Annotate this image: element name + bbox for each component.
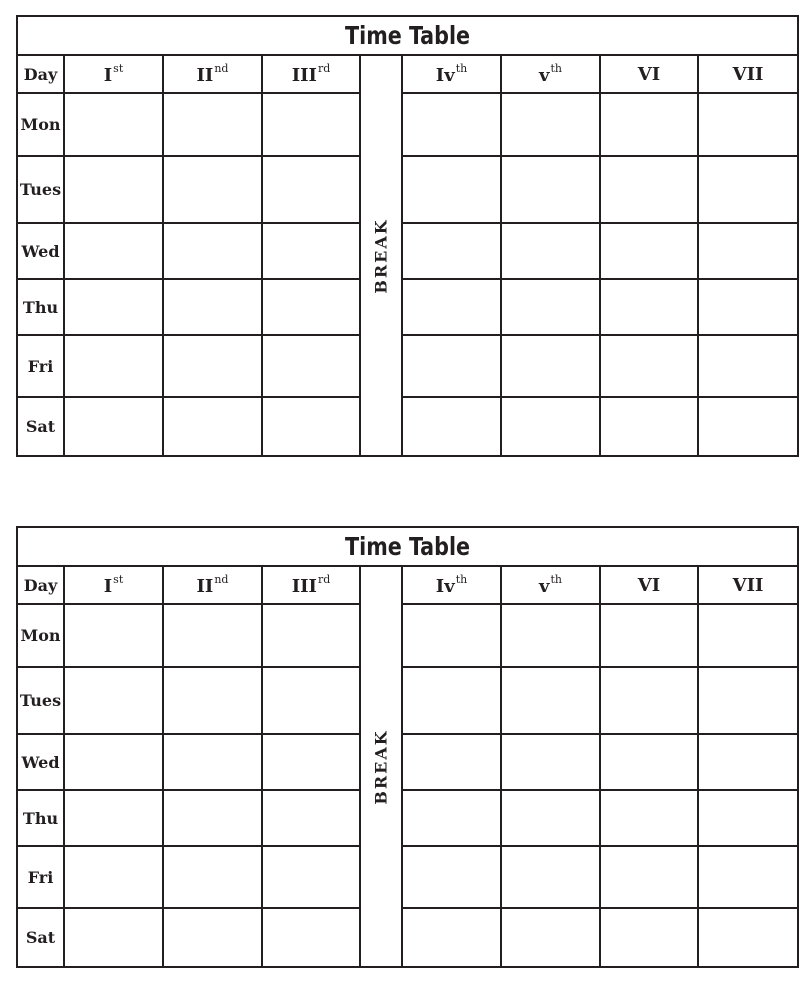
- slot-cell[interactable]: [698, 846, 798, 908]
- slot-cell[interactable]: [600, 279, 698, 335]
- day-label: Wed: [17, 734, 64, 790]
- slot-cell[interactable]: [163, 156, 262, 223]
- slot-cell[interactable]: [64, 734, 163, 790]
- day-label: Sat: [17, 908, 64, 967]
- slot-cell[interactable]: [262, 734, 360, 790]
- slot-cell[interactable]: [501, 335, 600, 397]
- table-row: [17, 734, 798, 790]
- table-row: [17, 604, 798, 667]
- break-column: [360, 55, 402, 456]
- slot-cell[interactable]: [402, 790, 501, 846]
- slot-cell[interactable]: [262, 908, 360, 967]
- slot-cell[interactable]: [698, 156, 798, 223]
- slot-cell[interactable]: [163, 397, 262, 456]
- table-row: [17, 908, 798, 967]
- slot-cell[interactable]: [163, 93, 262, 156]
- period-header-5: $v^{th}$: [501, 566, 600, 604]
- slot-cell[interactable]: [262, 397, 360, 456]
- slot-cell[interactable]: [402, 846, 501, 908]
- slot-cell[interactable]: [698, 93, 798, 156]
- table-row: [17, 667, 798, 734]
- slot-cell[interactable]: [262, 223, 360, 279]
- slot-cell[interactable]: [64, 279, 163, 335]
- slot-cell[interactable]: [600, 790, 698, 846]
- table-row: [17, 335, 798, 397]
- day-label: Tues: [17, 156, 64, 223]
- slot-cell[interactable]: [600, 908, 698, 967]
- slot-cell[interactable]: [600, 397, 698, 456]
- slot-cell[interactable]: [64, 397, 163, 456]
- day-label: Tues: [17, 667, 64, 734]
- day-column-header: Day: [17, 566, 64, 604]
- slot-cell[interactable]: [698, 397, 798, 456]
- slot-cell[interactable]: [501, 908, 600, 967]
- slot-cell[interactable]: [262, 279, 360, 335]
- slot-cell[interactable]: [64, 156, 163, 223]
- slot-cell[interactable]: [402, 279, 501, 335]
- period-header-6: VI: [600, 566, 698, 604]
- slot-cell[interactable]: [402, 908, 501, 967]
- day-label: Thu: [17, 279, 64, 335]
- break-column: [360, 566, 402, 967]
- day-label: Sat: [17, 397, 64, 456]
- table-row: [17, 846, 798, 908]
- slot-cell[interactable]: [501, 223, 600, 279]
- slot-cell[interactable]: [501, 93, 600, 156]
- slot-cell[interactable]: [402, 93, 501, 156]
- slot-cell[interactable]: [262, 93, 360, 156]
- table-row: [17, 93, 798, 156]
- slot-cell[interactable]: [64, 604, 163, 667]
- slot-cell[interactable]: [600, 604, 698, 667]
- slot-cell[interactable]: [600, 667, 698, 734]
- slot-cell[interactable]: [600, 335, 698, 397]
- slot-cell[interactable]: [501, 397, 600, 456]
- slot-cell[interactable]: [600, 223, 698, 279]
- slot-cell[interactable]: [262, 156, 360, 223]
- slot-cell[interactable]: [402, 604, 501, 667]
- period-header-7: VII: [698, 55, 798, 93]
- timetable-title: Time Table: [48, 527, 767, 566]
- break-label: BREAK: [371, 728, 391, 805]
- period-header-2: IInd: [163, 55, 262, 93]
- slot-cell[interactable]: [402, 734, 501, 790]
- slot-cell[interactable]: [600, 734, 698, 790]
- table-row: [17, 279, 798, 335]
- slot-cell[interactable]: [698, 604, 798, 667]
- slot-cell[interactable]: [262, 846, 360, 908]
- slot-cell[interactable]: [262, 790, 360, 846]
- table-row: [17, 156, 798, 223]
- day-label: Wed: [17, 223, 64, 279]
- slot-cell[interactable]: [402, 223, 501, 279]
- day-label: Mon: [17, 93, 64, 156]
- slot-cell[interactable]: [64, 908, 163, 967]
- day-label: Thu: [17, 790, 64, 846]
- slot-cell[interactable]: [163, 279, 262, 335]
- slot-cell[interactable]: [402, 667, 501, 734]
- period-header-3: IIIrd: [262, 55, 360, 93]
- timetable-2: [16, 526, 799, 968]
- slot-cell[interactable]: [262, 335, 360, 397]
- slot-cell[interactable]: [698, 223, 798, 279]
- slot-cell[interactable]: [600, 846, 698, 908]
- slot-cell[interactable]: [64, 335, 163, 397]
- slot-cell[interactable]: [163, 667, 262, 734]
- slot-cell[interactable]: [163, 734, 262, 790]
- table-row: [17, 223, 798, 279]
- day-label: Fri: [17, 335, 64, 397]
- table-row: [17, 397, 798, 456]
- slot-cell[interactable]: [64, 790, 163, 846]
- slot-cell[interactable]: [501, 604, 600, 667]
- slot-cell[interactable]: [501, 846, 600, 908]
- slot-cell[interactable]: [501, 667, 600, 734]
- slot-cell[interactable]: [501, 156, 600, 223]
- slot-cell[interactable]: [262, 604, 360, 667]
- day-label: Mon: [17, 604, 64, 667]
- slot-cell[interactable]: [698, 908, 798, 967]
- slot-cell[interactable]: [402, 156, 501, 223]
- slot-cell[interactable]: [64, 846, 163, 908]
- slot-cell[interactable]: [698, 335, 798, 397]
- slot-cell[interactable]: [402, 397, 501, 456]
- slot-cell[interactable]: [163, 790, 262, 846]
- slot-cell[interactable]: [698, 734, 798, 790]
- slot-cell[interactable]: [64, 93, 163, 156]
- slot-cell[interactable]: [402, 335, 501, 397]
- day-column-header: Day: [17, 55, 64, 93]
- timetable-1: [16, 15, 799, 457]
- timetable-title: Time Table: [48, 16, 767, 55]
- period-header-2: IInd: [163, 566, 262, 604]
- slot-cell[interactable]: [163, 223, 262, 279]
- slot-cell[interactable]: [163, 335, 262, 397]
- day-label: Fri: [17, 846, 64, 908]
- period-header-1: Ist: [64, 566, 163, 604]
- slot-cell[interactable]: [262, 667, 360, 734]
- slot-cell[interactable]: [698, 279, 798, 335]
- period-header-1: Ist: [64, 55, 163, 93]
- slot-cell[interactable]: [600, 93, 698, 156]
- slot-cell[interactable]: [600, 156, 698, 223]
- slot-cell[interactable]: [698, 790, 798, 846]
- slot-cell[interactable]: [501, 790, 600, 846]
- slot-cell[interactable]: [698, 667, 798, 734]
- period-header-5: $v^{th}$: [501, 55, 600, 93]
- table-row: [17, 790, 798, 846]
- period-header-3: IIIrd: [262, 566, 360, 604]
- slot-cell[interactable]: [163, 846, 262, 908]
- period-header-7: VII: [698, 566, 798, 604]
- slot-cell[interactable]: [163, 908, 262, 967]
- slot-cell[interactable]: [64, 223, 163, 279]
- break-label: BREAK: [371, 217, 391, 294]
- slot-cell[interactable]: [501, 279, 600, 335]
- period-header-4: $Iv^{th}$: [402, 55, 501, 93]
- slot-cell[interactable]: [163, 604, 262, 667]
- period-header-4: $Iv^{th}$: [402, 566, 501, 604]
- slot-cell[interactable]: [64, 667, 163, 734]
- slot-cell[interactable]: [501, 734, 600, 790]
- period-header-6: VI: [600, 55, 698, 93]
